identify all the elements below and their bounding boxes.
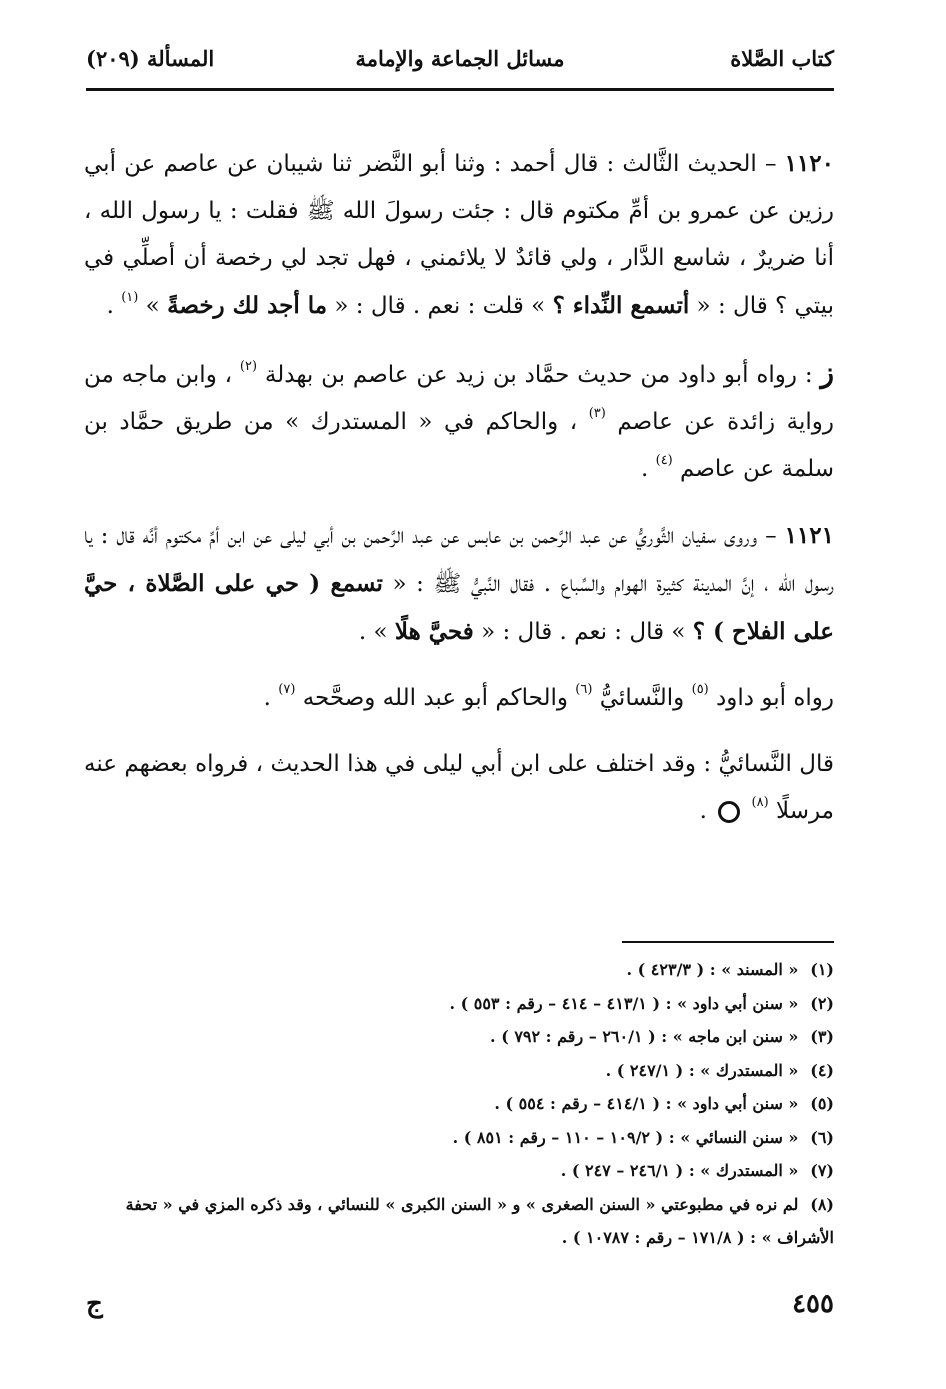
takhrij-text: : رواه أبو داود من حديث حمَّاد بن زيد عن عاصم بن بهدلة xyxy=(257,362,821,388)
hadith-text: . xyxy=(106,293,122,319)
footnote-item xyxy=(84,1188,834,1254)
footnote-text: « سنن ابن ماجه » : ( ٢٦٠/١ – رقم : ٧٩٢ ) . xyxy=(490,1027,799,1046)
footnote-item xyxy=(84,1121,834,1155)
running-header xyxy=(86,38,834,88)
footnote-text: « المسند » : ( ٤٢٣/٣ ) . xyxy=(626,960,799,979)
footnote-item xyxy=(84,953,834,987)
hadith-text: – وروى سفيان الثَّوريُّ عن عبد الرَّحمن بن عابس عن عبد الرَّحمن بن أبي ليلى عن ابن أمِّ مكتوم أنَّه قال : يا رسول الله ، إنَّ المدينة كثيرة الهوام والسِّباع . فقال النَّبيُّ ﷺ : « xyxy=(84,523,834,597)
hadith-text: – الحديث الثَّالث : قال أحمد : وثنا أبو النَّضر ثنا شيبان عن عاصم عن أبي رزين عن عمرو بن أمِّ مكتوم قال : جئت رسولَ الله ﷺ فقلت : يا رسول الله ، أنا ضريرٌ ، شاسع الدَّار ، ولي قائدٌ لا يلائمني ، فهل تجد لي رخصة أن أصلِّي في بيتي ؟ قال : « xyxy=(84,151,834,319)
footnote-text: « المستدرك » : ( ٢٤٧/١ ) . xyxy=(605,1060,799,1080)
footnote-ref[interactable]: (٥) xyxy=(691,682,709,698)
header-issue-number: المسألة (٢٠٩) xyxy=(86,46,215,71)
footnote-text: لم نره في مطبوعتي « السنن الصغرى » و « السنن الكبرى » للنسائي ، وقد ذكره المزي في « تحفة الأشراف » : ( ١٧١/٨ – رقم : ١٠٧٨٧ ) . xyxy=(125,1194,834,1247)
hadith-1121 xyxy=(84,512,834,656)
header-book-title: كتاب الصَّلاة xyxy=(730,46,834,71)
main-text xyxy=(84,140,834,835)
header-section-title: مسائل الجماعة والإمامة xyxy=(355,46,565,71)
footnote-label: (٨) xyxy=(810,1194,834,1214)
footnote-text: « سنن أبي داود » : ( ٤١٤/١ – رقم : ٥٥٤ ) . xyxy=(494,1094,799,1113)
author-symbol: ز xyxy=(820,356,834,389)
hadith-quote: أتسمع النِّداء ؟ xyxy=(552,292,690,319)
takhrij-text: ، والحاكم في « المستدرك » من طريق حمَّاد بن سلمة عن عاصم xyxy=(84,409,834,482)
hadith-text: » . xyxy=(358,619,395,645)
footnote-text: « سنن النسائي » : ( ١٠٩/٢ – ١١٠ – رقم : ٨٥١ ) . xyxy=(452,1127,799,1147)
footnote-ref[interactable]: (٨) xyxy=(751,795,769,811)
takhrij-text: . xyxy=(640,456,656,482)
note-text: قال النَّسائيُّ : وقد اختلف على ابن أبي ليلى في هذا الحديث ، فرواه بعضهم عنه مرسلًا xyxy=(84,751,834,824)
takhrij-text: رواه أبو داود xyxy=(708,685,834,711)
footnote-label: (٥) xyxy=(810,1094,834,1113)
footnote-ref[interactable]: (٧) xyxy=(278,682,296,698)
takhrij-text: ، وابن ماجه من رواية زائدة عن عاصم xyxy=(84,362,834,435)
nasai-note xyxy=(84,741,834,835)
footnote-item xyxy=(84,1054,834,1088)
takhrij-1120 xyxy=(84,349,834,493)
takhrij-text: . xyxy=(263,685,279,711)
page-number: ٤٥٥ xyxy=(792,1289,834,1319)
hadith-quote: فحيَّ هلًا xyxy=(394,618,474,645)
footnote-text: « المستدرك » : ( ٢٤٦/١ – ٢٤٧ ) . xyxy=(560,1161,799,1180)
end-circle-icon xyxy=(718,801,740,823)
footnote-label: (٦) xyxy=(810,1127,834,1147)
footnote-ref[interactable]: (٦) xyxy=(575,682,593,698)
footnote-text: « سنن أبي داود » : ( ٤١٣/١ – ٤١٤ – رقم : ٥٥٣ ) . xyxy=(449,993,799,1013)
signature-mark: ج xyxy=(86,1289,103,1319)
hadith-text: » xyxy=(145,293,168,319)
hadith-number: ١١٢٠ xyxy=(784,150,834,177)
hadith-quote: ما أجد لك رخصةً xyxy=(167,292,328,319)
note-text: . xyxy=(699,798,715,824)
footnote-ref[interactable]: (٣) xyxy=(588,406,606,422)
takhrij-text: والنَّسائيُّ xyxy=(592,685,692,711)
hadith-number: ١١٢١ xyxy=(784,522,834,549)
footnote-ref[interactable]: (٤) xyxy=(655,453,673,469)
footnote-label: (٧) xyxy=(810,1161,834,1180)
footnote-label: (٤) xyxy=(810,1060,834,1080)
footnote-item xyxy=(84,1087,834,1121)
hadith-text: » قلت : نعم . قال : « xyxy=(327,293,553,319)
footnote-item xyxy=(84,1020,834,1054)
takhrij-text: والحاكم أبو عبد الله وصحَّحه xyxy=(295,685,576,711)
header-rule xyxy=(86,88,834,91)
footnote-item xyxy=(84,987,834,1021)
footnote-item xyxy=(84,1154,834,1188)
footnote-label: (١) xyxy=(810,960,834,979)
footnote-label: (٢) xyxy=(810,993,834,1013)
hadith-text: » قال : نعم . قال : « xyxy=(473,619,693,645)
hadith-quote: تسمع ( حي على الصَّلاة ، حيَّ على الفلاح ) ؟ xyxy=(84,570,834,645)
footnotes xyxy=(84,953,834,1254)
takhrij-1121 xyxy=(84,675,834,722)
hadith-1120 xyxy=(84,140,834,330)
footnote-ref[interactable]: (١) xyxy=(121,290,139,306)
footnote-ref[interactable]: (٢) xyxy=(239,359,258,375)
footnote-label: (٣) xyxy=(810,1027,834,1046)
footnote-rule xyxy=(622,941,834,943)
